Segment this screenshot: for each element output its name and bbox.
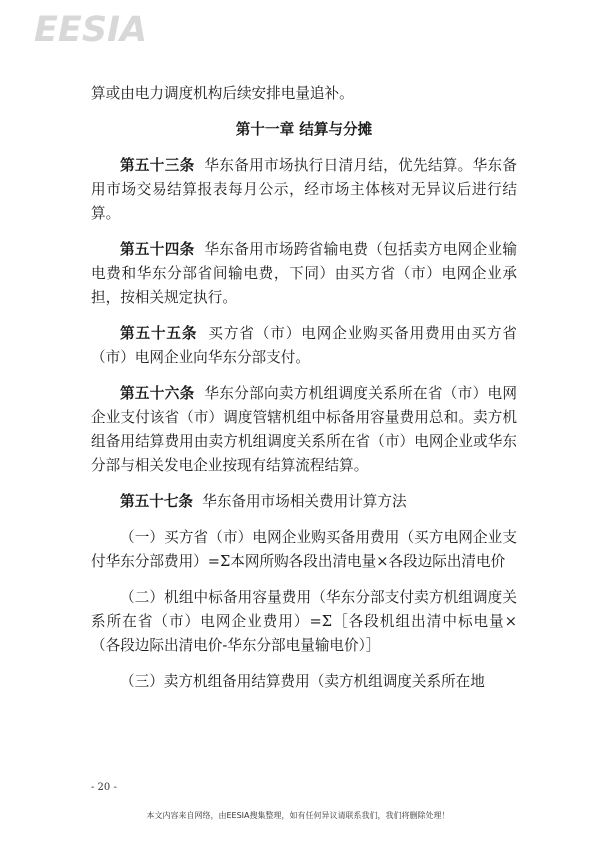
- formula-item-1: （一）买方省（市）电网企业购买备用费用（买方电网企业支付华东分部费用）=Σ本网所购各段出清电量×各段边际出清电价: [91, 529, 517, 570]
- article-54: [91, 238, 517, 310]
- article-text: 买方省（市）电网企业购买备用费用由买方省（市）电网企业向华东分部支付。: [91, 325, 517, 366]
- article-number: 第五十五条: [120, 325, 198, 342]
- page-number: - 20 -: [91, 782, 117, 793]
- article-56: [91, 382, 517, 478]
- eesia-logo: EESIA: [34, 10, 148, 50]
- chapter-title: 第十一章 结算与分摊: [235, 121, 373, 138]
- article-number: 第五十六条: [120, 385, 195, 402]
- article-text: 华东备用市场执行日清月结，优先结算。华东备用市场交易结算报表每月公示，经市场主体核对无异议后进行结算。: [91, 157, 517, 222]
- article-57: [91, 490, 517, 514]
- formula-item-3: （三）卖方机组备用结算费用（卖方机组调度关系所在地: [120, 673, 485, 690]
- footer-notice: 本文内容来自网络，由EESIA搜集整理，如有任何异议请联系我们，我们将删除处理！: [146, 811, 450, 820]
- continued-text: 算或由电力调度机构后续安排电量追补。: [91, 85, 354, 102]
- article-text: 华东备用市场相关费用计算方法: [202, 493, 407, 510]
- document-body: [91, 82, 517, 694]
- article-text: 华东备用市场跨省输电费（包括卖方电网企业输电费和华东分部省间输电费，下同）由买方省（市）电网企业承担，按相关规定执行。: [91, 241, 517, 306]
- article-number: 第五十七条: [120, 493, 193, 510]
- formula-item-2: （二）机组中标备用容量费用（华东分部支付卖方机组调度关系所在省（市）电网企业费用）=Σ［各段机组出清中标电量×（各段边际出清电价-华东分部电量输电价）］: [91, 589, 517, 654]
- article-55: [91, 322, 517, 370]
- article-text: 华东分部向卖方机组调度关系所在省（市）电网企业支付该省（市）调度管辖机组中标备用容量费用总和。卖方机组备用结算费用由卖方机组调度关系所在省（市）电网企业或华东分部与相关发电企业按现有结算流程结算。: [91, 385, 517, 474]
- article-number: 第五十四条: [120, 241, 195, 258]
- article-number: 第五十三条: [120, 157, 195, 174]
- article-53: [91, 154, 517, 226]
